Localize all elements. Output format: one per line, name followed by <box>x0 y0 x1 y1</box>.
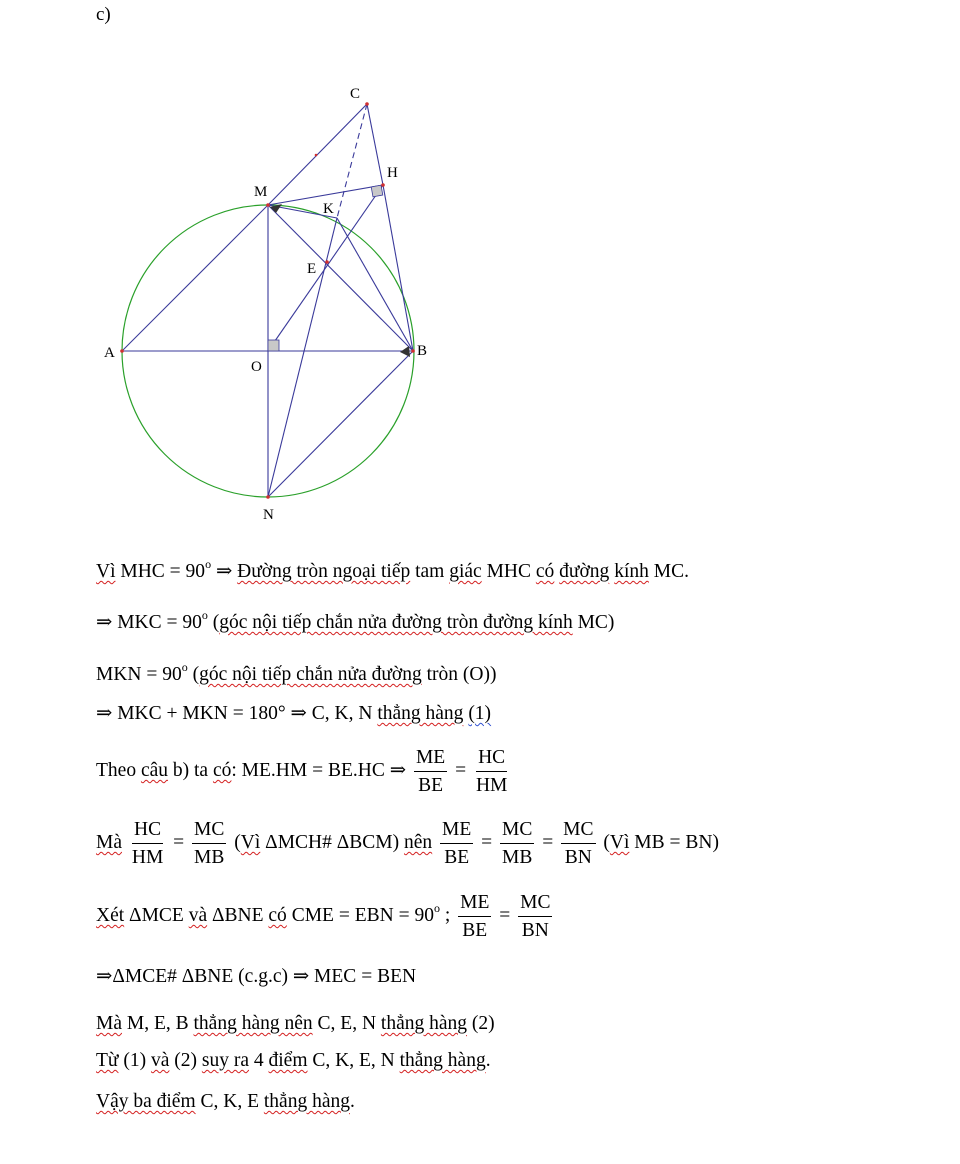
segment-nk <box>268 218 337 497</box>
proof-line-3: MKN = $90^o$ (góc nội tiếp chắn nửa đường tròn (O)) <box>96 660 497 685</box>
proof-line-9: Mà M, E, B thẳng hàng nên C, E, N thẳng hàng (2) <box>96 1013 495 1034</box>
segment-am <box>122 205 268 351</box>
fraction-mc-bn-2: $\frac{MC}{BN}$ <box>520 892 551 941</box>
segment-ck-dashed <box>337 104 367 218</box>
right-angle-h <box>371 185 383 197</box>
fraction-hc-hm-2: $\frac{HC}{HM}$ <box>131 819 164 868</box>
proof-line-8: ⇒ΔMCE# ΔBNE (c.g.c) ⇒ MEC = BEN <box>96 966 417 987</box>
fraction-me-be: $\frac{ME}{BE}$ <box>415 747 446 796</box>
fraction-hc-hm: $\frac{HC}{HM}$ <box>475 747 508 796</box>
proof-line-2: ⇒ MKC = $90^o$ (góc nội tiếp chắn nửa đường tròn đường kính MC) <box>96 608 615 633</box>
label-k: K <box>323 201 334 217</box>
fraction-me-be-2: $\frac{ME}{BE}$ <box>442 819 472 868</box>
label-c: C <box>350 86 361 102</box>
angle-mark-b <box>400 346 410 357</box>
right-angle-o <box>268 340 279 351</box>
label-a: A <box>104 345 115 361</box>
proof-line-1: Vì MHC = $90^o$ ⇒ Đường tròn ngoại tiếp tam giác MHC có đường kính MC. <box>96 557 689 582</box>
segment-kb <box>337 218 413 351</box>
label-m: M <box>254 184 268 200</box>
part-label: c) <box>96 4 111 25</box>
fraction-mc-mb-2: $\frac{MC}{MB}$ <box>502 819 533 868</box>
segment-nb <box>268 351 413 497</box>
label-o: O <box>251 359 262 375</box>
proof-line-6: Mà $\frac{HC}{HM}$ = $\frac{MC}{MB}$ (Vì ΔMCH# ΔBCM) nên $\frac{ME}{BE}$ = $\frac{MC}{MB}$ = $\frac{MC}{BN}$ (Vì MB = BN) <box>96 819 719 868</box>
proof-line-11: Vậy ba điểm C, K, E thẳng hàng. <box>96 1091 355 1112</box>
geometry-figure <box>0 0 960 540</box>
proof-line-7: Xét ΔMCE và ΔBNE có CME = EBN = $90^o$ ; $\frac{ME}{BE}$ = $\frac{MC}{BN}$ <box>96 892 551 941</box>
proof-line-10: Từ (1) và (2) suy ra 4 điểm C, K, E, N thẳng hàng. <box>96 1050 491 1071</box>
fraction-mc-bn: $\frac{MC}{BN}$ <box>563 819 594 868</box>
segment-mb <box>268 205 413 351</box>
segment-ch <box>367 104 383 185</box>
proof-line-5: Theo câu b) ta có: ME.HM = BE.HC ⇒ $\frac{ME}{BE}$ = $\frac{HC}{HM}$ <box>96 747 508 796</box>
proof-line-4: ⇒ MKC + MKN = 180° ⇒ C, K, N thẳng hàng (1) <box>96 703 492 724</box>
label-e: E <box>307 261 317 277</box>
fraction-mc-mb: $\frac{MC}{MB}$ <box>194 819 225 868</box>
label-h: H <box>387 165 398 181</box>
label-b: B <box>417 343 428 359</box>
fraction-me-be-3: $\frac{ME}{BE}$ <box>460 892 490 941</box>
label-n: N <box>263 507 274 523</box>
